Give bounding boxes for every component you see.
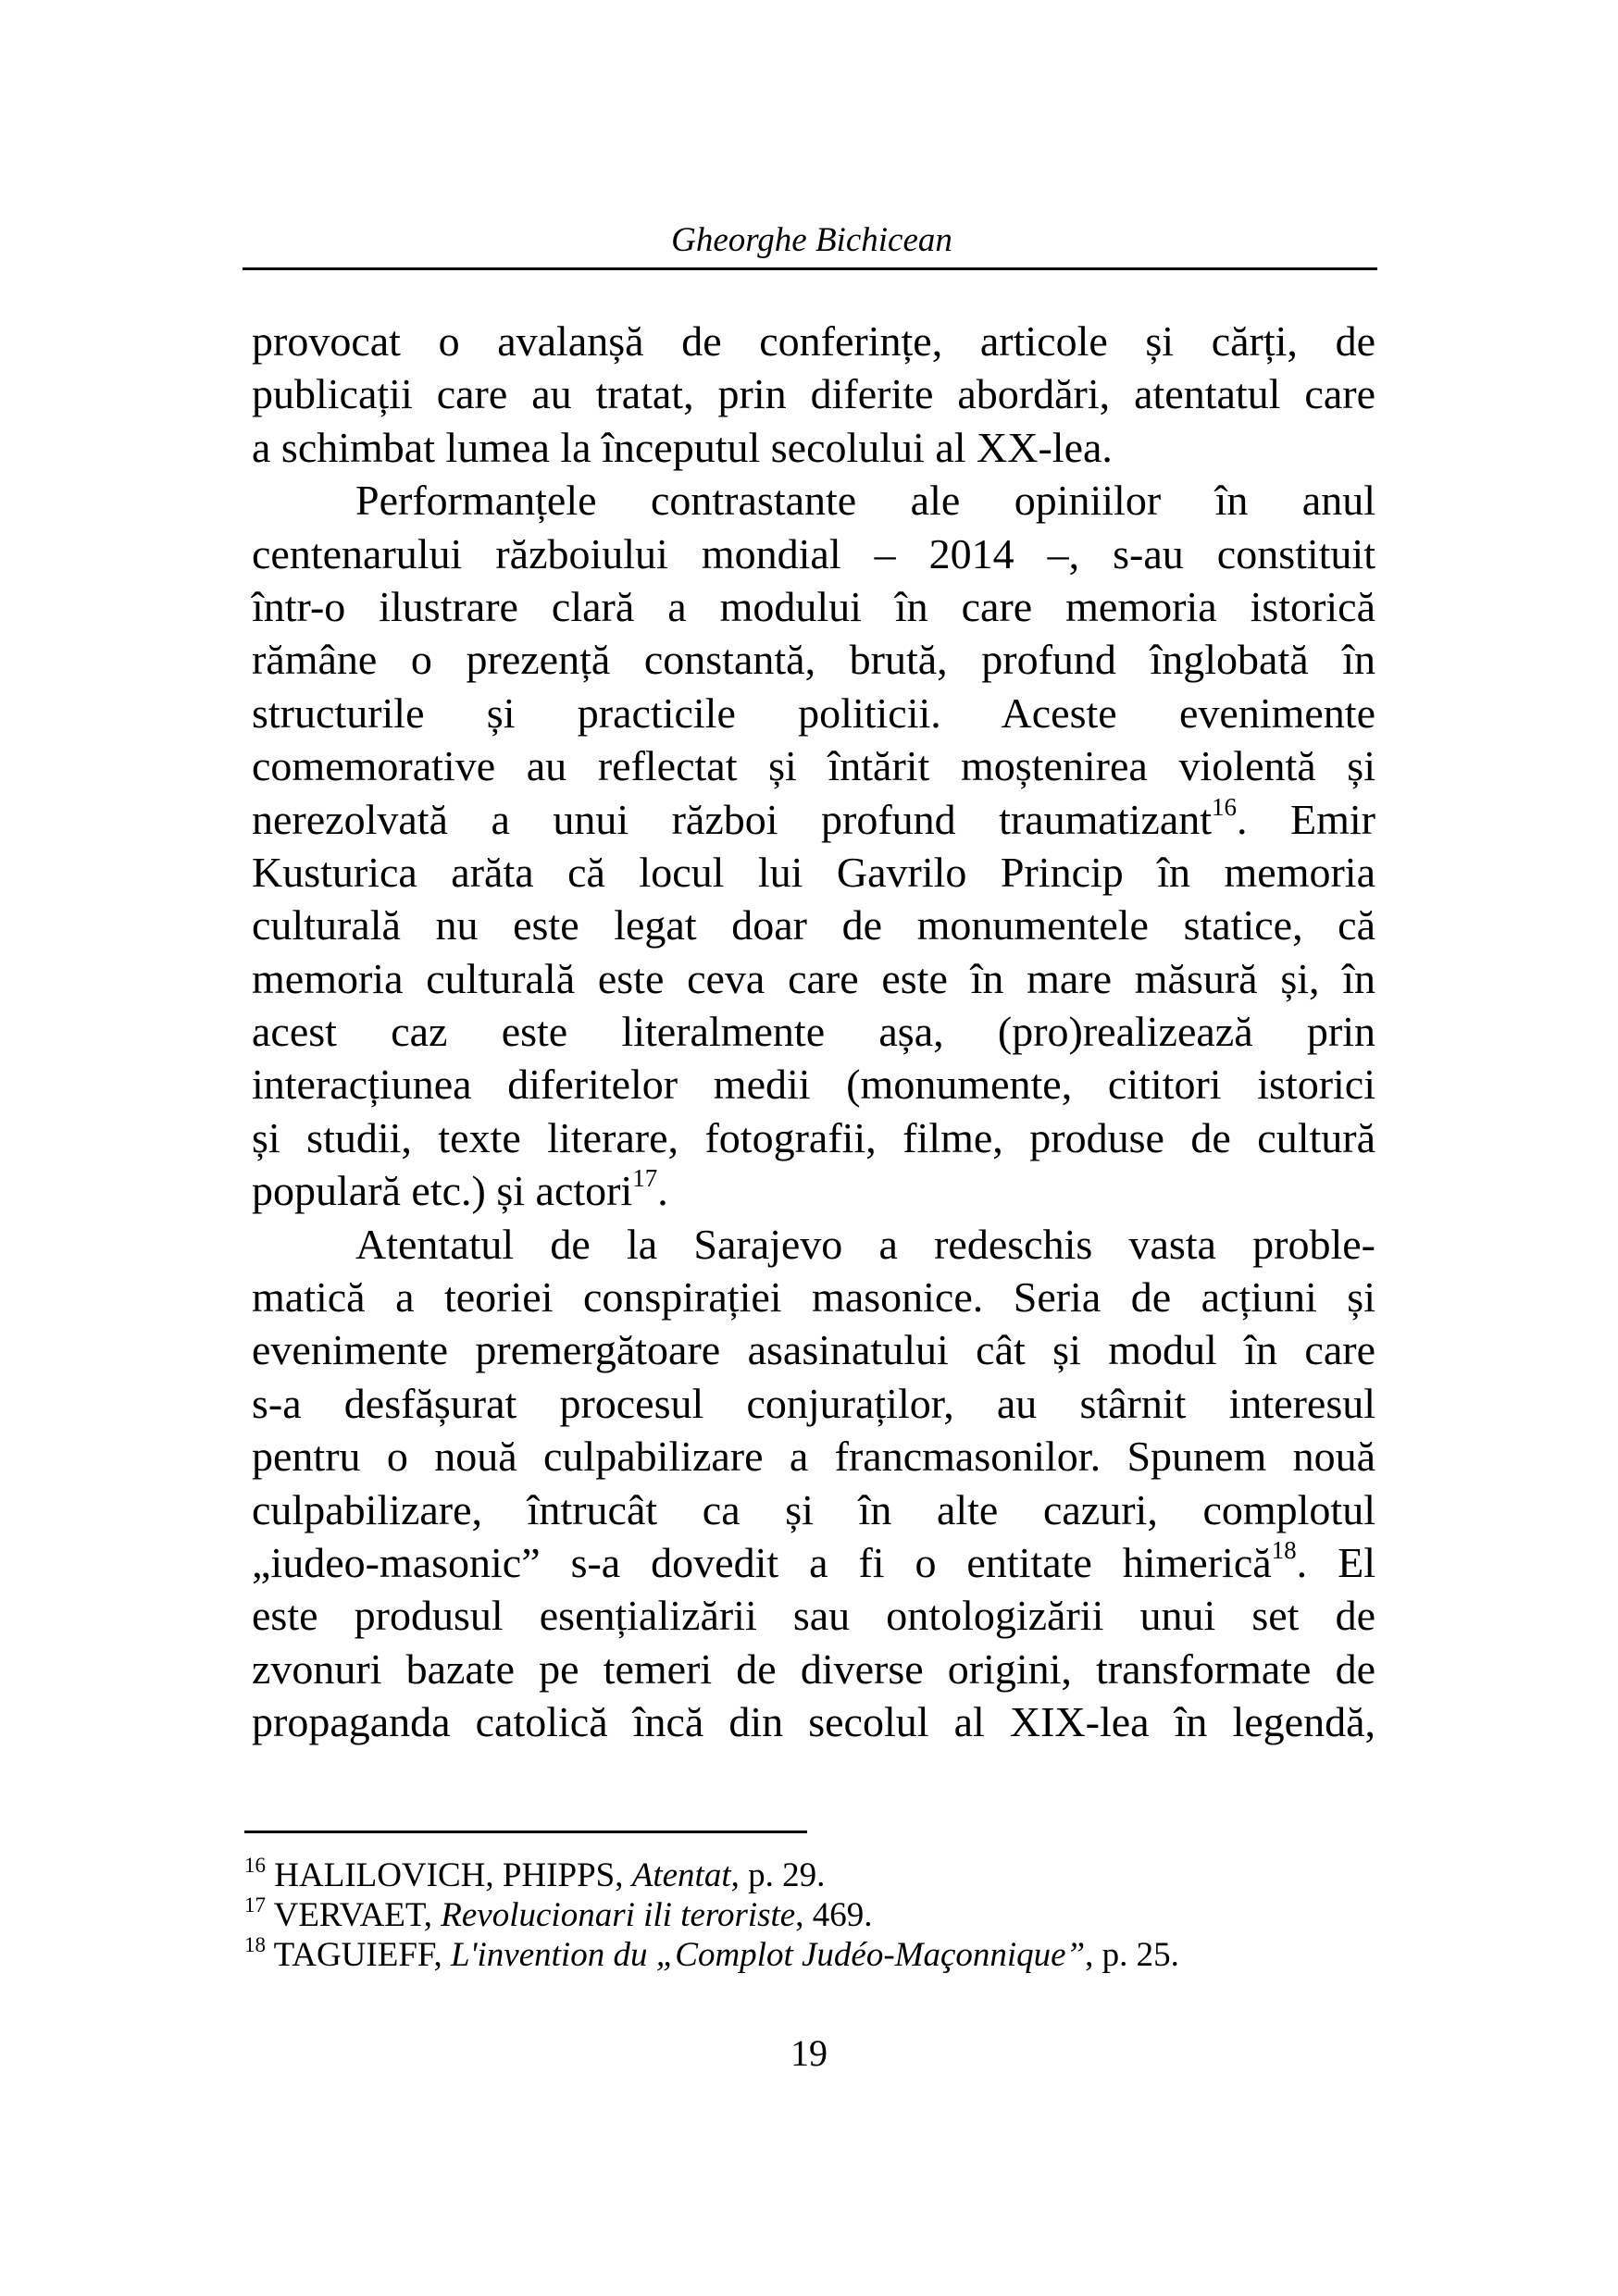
text-line: s-a desfășurat procesul conjuraților, au stârnit interesul [252, 1379, 1375, 1427]
footnote-page: , p. 25. [1085, 1936, 1179, 1974]
text-line: structurile și practicile politicii. Aceste evenimente [252, 689, 1375, 737]
footnote [244, 1895, 1374, 1935]
footnote-separator [244, 1831, 807, 1833]
footnote-ref-17[interactable]: 17 [632, 1164, 658, 1193]
text-line: publicații care au tratat, prin diferite abordări, atentatul care [252, 370, 1375, 418]
text-line: zvonuri bazate pe temeri de diverse origini, transformate de [252, 1644, 1375, 1693]
footnote-ref-18[interactable]: 18 [1271, 1535, 1297, 1564]
footnote-author: HALILOVICH, PHIPPS, [274, 1856, 632, 1894]
text-line: evenimente premergătoare asasinatului cât și modul în care [252, 1326, 1375, 1374]
header-rule [243, 267, 1377, 270]
footnote-title: L'invention du „Complot Judéo-Maçonnique” [451, 1936, 1086, 1974]
line-text: . [657, 1167, 668, 1215]
text-line: matică a teoriei conspirației masonice. Seria de acțiuni și [252, 1273, 1375, 1322]
footnote [244, 1855, 1374, 1895]
text-line: acest caz este literalmente așa, (pro)realizează prin [252, 1008, 1375, 1056]
footnote-number: 17 [244, 1893, 266, 1917]
text-line: culpabilizare, întrucât ca și în alte cazuri, complotul [252, 1485, 1375, 1533]
text-line: Kusturica arăta că locul lui Gavrilo Princip în memoria [252, 848, 1375, 896]
text-line: într-o ilustrare clară a modului în care memoria istorică [252, 582, 1375, 630]
footnote-title: Revolucionari ili teroriste [441, 1896, 796, 1934]
text-line: Atentatul de la Sarajevo a redeschis vasta proble- [355, 1220, 1375, 1268]
footnote [244, 1935, 1374, 1975]
line-text: . Emir [1237, 795, 1375, 843]
line-text: populară etc.) și actori [252, 1167, 633, 1215]
footnote-number: 18 [244, 1933, 266, 1956]
text-line: Performanțele contrastante ale opiniilor în anul [355, 477, 1375, 525]
text-line: interacțiunea diferitelor medii (monumente, cititori istorici [252, 1061, 1375, 1109]
text-line [252, 793, 1375, 846]
footnote-page: , p. 29. [730, 1856, 826, 1894]
text-line: culturală nu este legat doar de monumentele statice, că [252, 901, 1375, 949]
text-line [252, 1536, 1375, 1589]
text-line: centenarului războiului mondial – 2014 –, s-au constituit [252, 529, 1375, 577]
footnote-author: VERVAET, [273, 1896, 442, 1934]
footnote-ref-16[interactable]: 16 [1212, 792, 1238, 821]
page-number: 19 [790, 2032, 828, 2074]
footnotes [244, 1855, 1374, 1975]
text-line: memoria culturală este ceva care este în mare măsură și, în [252, 954, 1375, 1002]
footnote-page: , 469. [795, 1896, 873, 1934]
footnote-author: TAGUIEFF, [273, 1936, 452, 1974]
text-line: propaganda catolică încă din secolul al XIX-lea în legendă, [252, 1698, 1375, 1746]
footnote-title: Atentat [631, 1856, 731, 1894]
text-line: rămâne o prezență constantă, brută, profund înglobată în [252, 636, 1375, 684]
text-line: este produsul esențializării sau ontologizării unui set de [252, 1592, 1375, 1640]
text-line: comemorative au reflectat și întărit moștenirea violentă și [252, 742, 1375, 790]
text-line: și studii, texte literare, fotografii, filme, produse de cultură [252, 1113, 1375, 1161]
footnote-number: 16 [244, 1854, 266, 1877]
line-text: „iudeo-masonic” s-a dovedit a fi o entitate himerică [252, 1538, 1272, 1586]
text-line: provocat o avalanșă de conferințe, articole și cărți, de [252, 317, 1375, 365]
text-line: pentru o nouă culpabilizare a francmasonilor. Spunem nouă [252, 1433, 1375, 1481]
text-line [252, 1164, 1375, 1217]
line-text: . El [1296, 1538, 1375, 1586]
body-text [252, 315, 1375, 1749]
text-line: a schimbat lumea la începutul secolului al XX-lea. [252, 423, 1113, 471]
running-header: Gheorghe Bichicean [671, 221, 952, 259]
line-text: nerezolvată a unui război profund traumatizant [252, 795, 1213, 843]
